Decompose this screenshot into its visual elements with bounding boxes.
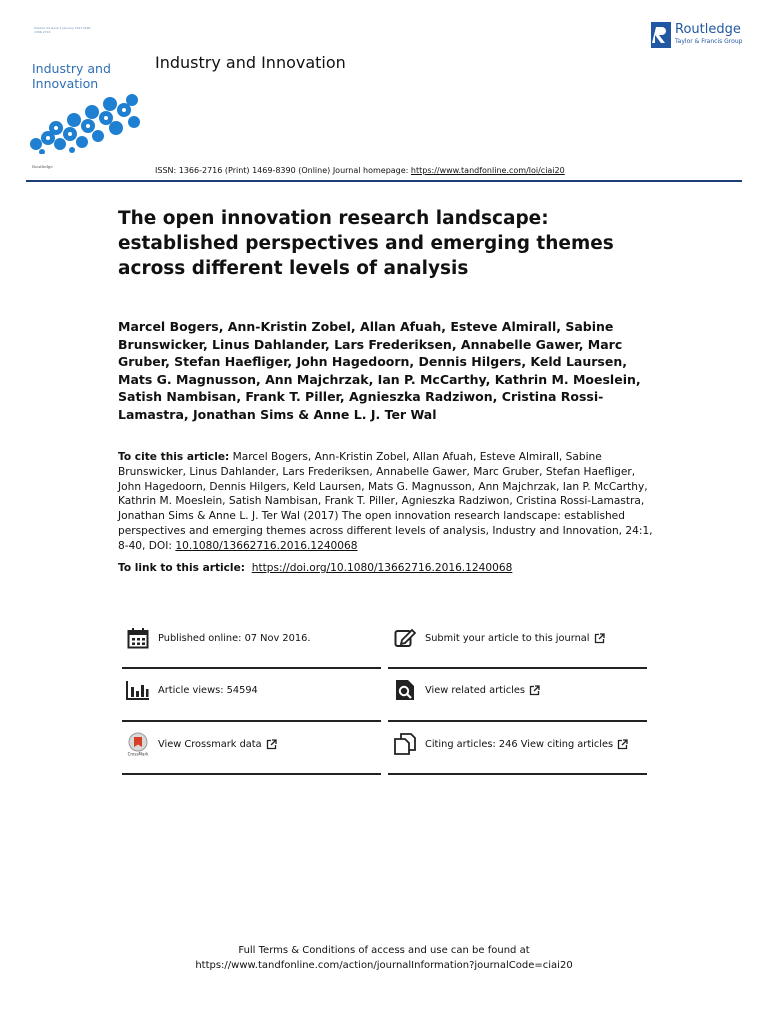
citing-articles-text: Citing articles: 246 View citing articles — [425, 738, 614, 750]
cover-title — [32, 61, 132, 91]
info-divider — [388, 773, 647, 775]
info-divider — [122, 720, 381, 722]
link-label: To link to this article: — [118, 562, 245, 574]
article-views-item — [126, 671, 381, 709]
citing-articles-item[interactable] — [393, 725, 648, 763]
cover-issue-text: Volume 24 Issue 1 January 2017 ISSN 1366-2716 — [34, 26, 91, 34]
bar-chart-icon — [126, 678, 150, 702]
info-divider — [122, 773, 381, 775]
citation-block — [118, 450, 653, 554]
routledge-tagline: Taylor & Francis Group — [675, 38, 743, 45]
info-divider — [388, 667, 647, 669]
document-search-icon — [393, 678, 417, 702]
external-link-icon — [594, 633, 605, 644]
published-online-text: Published online: 07 Nov 2016. — [158, 632, 311, 644]
published-online-item — [126, 619, 381, 657]
edit-icon — [393, 626, 417, 650]
footer-line1: Full Terms & Conditions of access and use can be found at — [238, 945, 530, 956]
crossmark-text: View Crossmark data — [158, 738, 262, 750]
external-link-icon — [266, 739, 277, 750]
gears-illustration — [26, 92, 140, 154]
cite-doi-link[interactable]: 10.1080/13662716.2016.1240068 — [175, 539, 358, 552]
issn-text: ISSN: 1366-2716 (Print) 1469-8390 (Online) Journal homepage: — [155, 166, 411, 175]
info-divider — [122, 667, 381, 669]
routledge-logo-icon — [651, 22, 671, 48]
footer-terms — [0, 943, 768, 973]
submit-article-item[interactable] — [393, 619, 648, 657]
article-authors: Marcel Bogers, Ann-Kristin Zobel, Allan Afuah, Esteve Almirall, Sabine Brunswicker, Linus Dahlander, Lars Frederiksen, Annabelle Gawer, Marc Gruber, Stefan Haefliger, John Hagedoorn, Dennis Hilgers, Keld Laursen, Mats G. Magnusson, Ann Majchrzak, Ian P. McCarthy, Kathrin M. Moeslein, Satish Nambisan, Frank T. Piller, Agnieszka Radziwon, Cristina Rossi-Lamastra, Jonathan Sims & Anne L. J. Ter Wal — [118, 319, 641, 422]
article-title: The open innovation research landscape: established perspectives and emerging themes across different levels of analysis — [118, 208, 614, 279]
header-divider — [26, 180, 742, 182]
issn-line — [155, 166, 565, 175]
calendar-icon — [126, 626, 150, 650]
related-articles-text: View related articles — [425, 684, 525, 696]
citation-icon — [393, 732, 417, 756]
article-link-row — [118, 562, 653, 574]
footer-terms-link[interactable]: https://www.tandfonline.com/action/journalInformation?journalCode=ciai20 — [195, 960, 573, 971]
journal-name: Industry and Innovation — [155, 53, 346, 72]
related-articles-item[interactable] — [393, 671, 648, 709]
cover-title-line1: Industry and — [32, 61, 111, 76]
article-doi-link[interactable]: https://doi.org/10.1080/13662716.2016.1240068 — [251, 562, 513, 574]
external-link-icon — [617, 739, 628, 750]
external-link-icon — [529, 685, 540, 696]
article-views-text: Article views: 54594 — [158, 684, 258, 696]
submit-article-text: Submit your article to this journal — [425, 632, 590, 644]
info-divider — [388, 720, 647, 722]
crossmark-item[interactable] — [126, 725, 381, 763]
cite-label: To cite this article: — [118, 451, 230, 463]
cover-publisher: Routledge — [32, 164, 53, 169]
routledge-name: Routledge — [675, 22, 741, 37]
cite-text: Marcel Bogers, Ann-Kristin Zobel, Allan Afuah, Esteve Almirall, Sabine Brunswicker, Linus Dahlander, Lars Frederiksen, Annabelle Gawer, Marc Gruber, Stefan Haefliger, John Hagedoorn, Dennis Hilgers, Keld Laursen, Mats G. Magnusson, Ann Majchrzak, Ian P. McCarthy, Kathrin M. Moeslein, Satish Nambisan, Frank T. Piller, Agnieszka Radziwon, Cristina Rossi-Lamastra, Jonathan Sims & Anne L. J. Ter Wal (2017) The open innovation research landscape: established perspectives and emerging themes across different levels of analysis, Industry and Innovation, 24:1, 8-40, DOI: — [118, 451, 653, 552]
crossmark-icon — [126, 732, 150, 756]
journal-homepage-link[interactable]: https://www.tandfonline.com/loi/ciai20 — [410, 166, 565, 175]
cover-title-line2: Innovation — [32, 76, 99, 91]
svg-text:CrossMark: CrossMark — [127, 751, 149, 756]
